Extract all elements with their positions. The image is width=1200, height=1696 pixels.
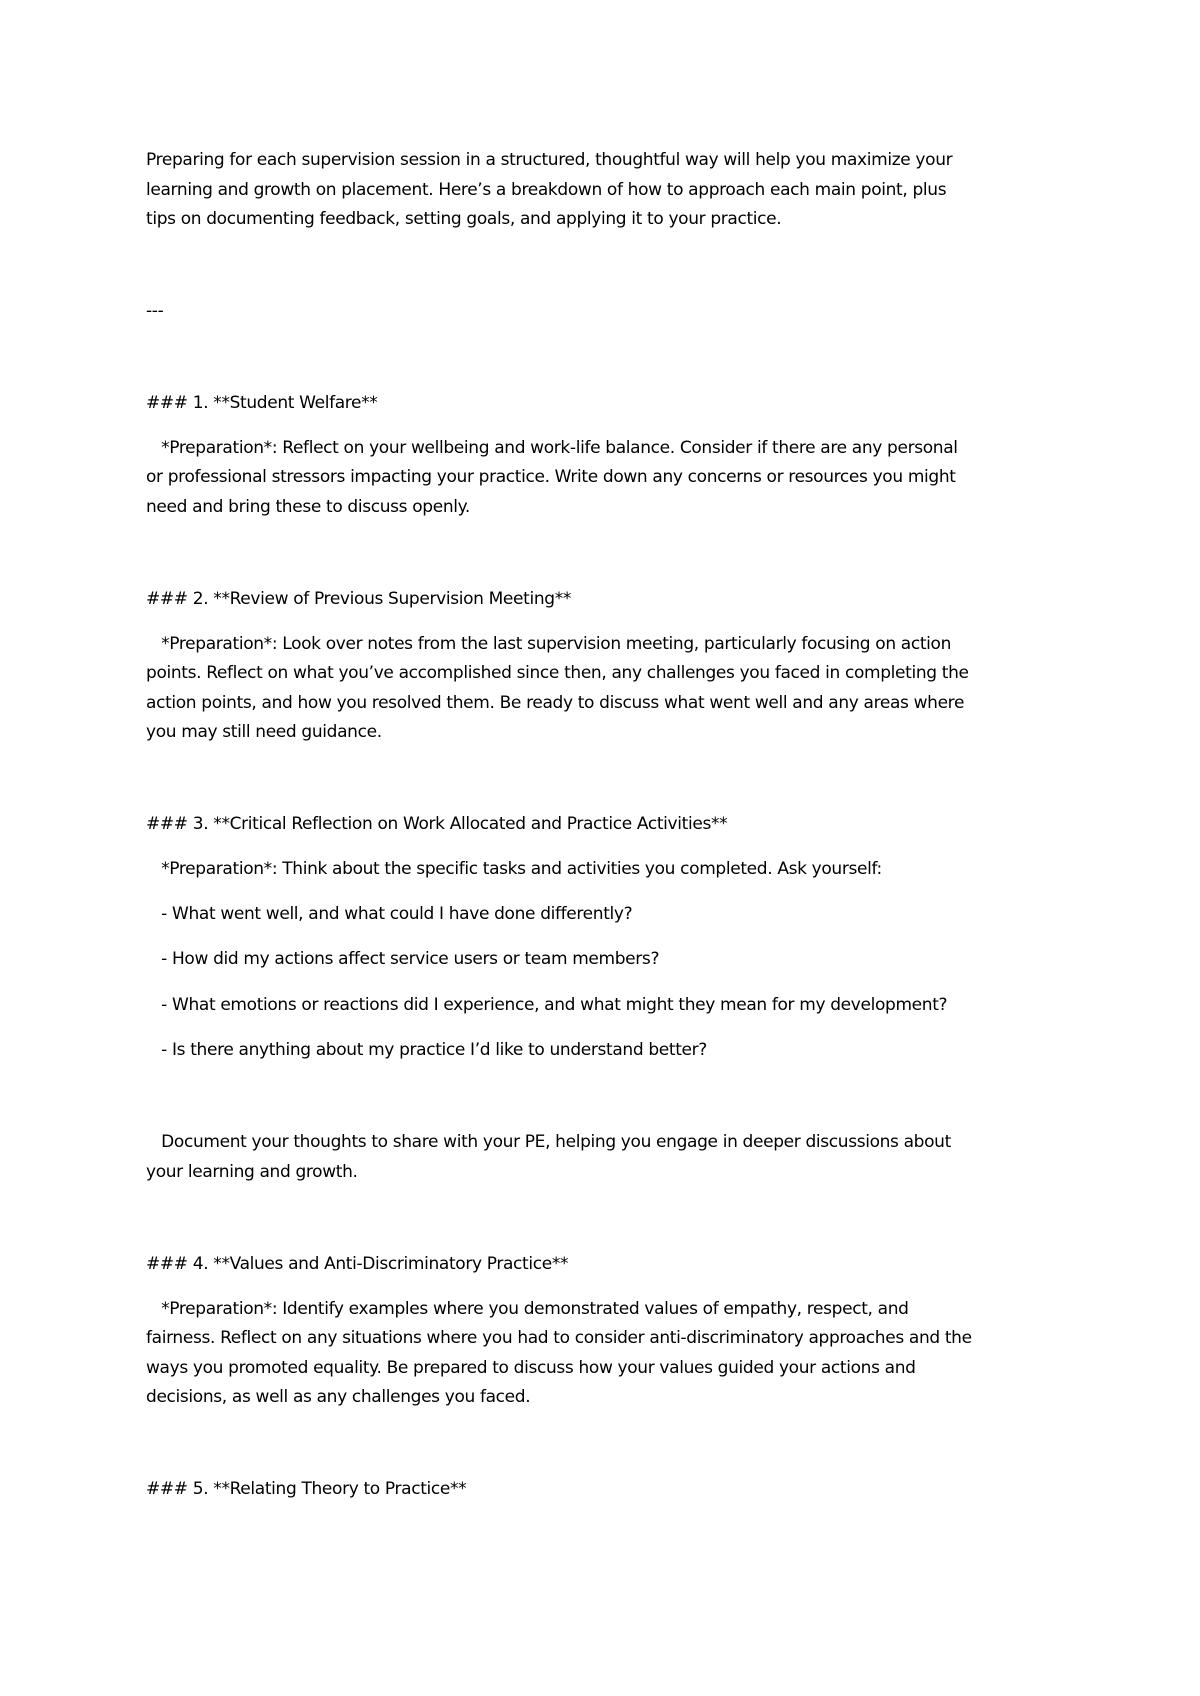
bullet-item: - Is there anything about my practice I’d like to understand better?: [146, 1040, 707, 1060]
section-heading: ### 2. **Review of Previous Supervision Meeting**: [146, 589, 571, 609]
section-text-line: points. Reflect on what you’ve accomplished since then, any challenges you faced in completing the: [146, 663, 969, 683]
separator: ---: [146, 301, 164, 321]
section-text-line: action points, and how you resolved them. Be ready to discuss what went well and any areas where: [146, 693, 965, 713]
section-text-line: *Preparation*: Look over notes from the last supervision meeting, particularly focusing on action: [146, 634, 952, 654]
section-heading: ### 1. **Student Welfare**: [146, 393, 378, 413]
section-text-line: Document your thoughts to share with your PE, helping you engage in deeper discussions about: [146, 1132, 951, 1152]
section-text-line: or professional stressors impacting your practice. Write down any concerns or resources you might: [146, 467, 956, 487]
bullet-item: - What went well, and what could I have done differently?: [146, 904, 633, 924]
document-page: [146, 0, 1086, 1696]
bullet-item: - What emotions or reactions did I experience, and what might they mean for my development?: [146, 995, 948, 1015]
intro-line: tips on documenting feedback, setting goals, and applying it to your practice.: [146, 209, 782, 229]
section-text-line: need and bring these to discuss openly.: [146, 497, 470, 517]
section-heading: ### 4. **Values and Anti-Discriminatory Practice**: [146, 1254, 569, 1274]
bullet-item: - How did my actions affect service users or team members?: [146, 949, 660, 969]
section-text-line: *Preparation*: Identify examples where you demonstrated values of empathy, respect, and: [146, 1299, 909, 1319]
section-text-line: you may still need guidance.: [146, 722, 382, 742]
intro-line: learning and growth on placement. Here’s a breakdown of how to approach each main point, plus: [146, 180, 947, 200]
section-text-line: *Preparation*: Reflect on your wellbeing and work-life balance. Consider if there are any personal: [146, 438, 958, 458]
intro-line: Preparing for each supervision session in a structured, thoughtful way will help you maximize your: [146, 150, 953, 170]
section-text-line: *Preparation*: Think about the specific tasks and activities you completed. Ask yourself:: [146, 859, 882, 879]
section-heading: ### 5. **Relating Theory to Practice**: [146, 1479, 467, 1499]
section-heading: ### 3. **Critical Reflection on Work Allocated and Practice Activities**: [146, 814, 728, 834]
section-text-line: fairness. Reflect on any situations where you had to consider anti-discriminatory approaches and the: [146, 1328, 972, 1348]
section-text-line: decisions, as well as any challenges you faced.: [146, 1387, 531, 1407]
section-text-line: ways you promoted equality. Be prepared to discuss how your values guided your actions and: [146, 1358, 916, 1378]
section-text-line: your learning and growth.: [146, 1162, 358, 1182]
